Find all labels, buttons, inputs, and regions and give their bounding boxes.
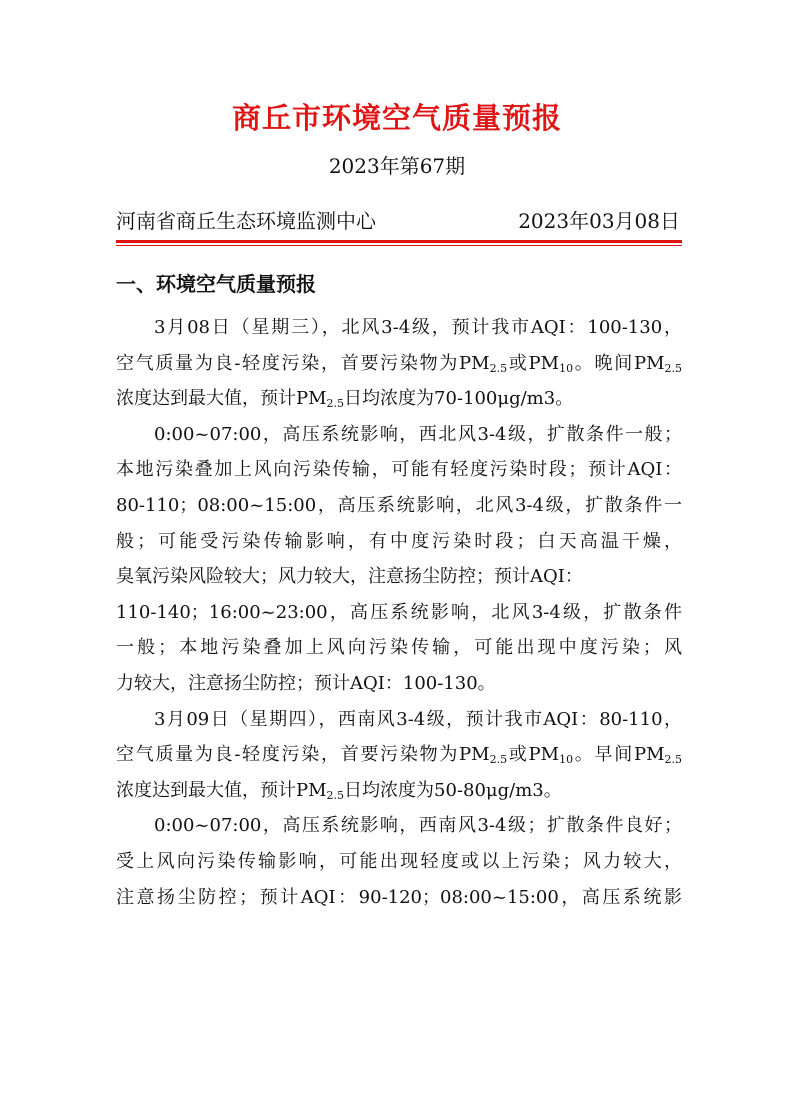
header-divider-thin [116, 245, 682, 246]
text-line: 注意扬尘防控；预计AQI：90-120；08:00~15:00，高压系统影 [116, 886, 682, 908]
publisher-row [116, 207, 682, 235]
publisher-org: 河南省商丘生态环境监测中心 [116, 209, 376, 233]
text-line: 受上风向污染传输影响，可能出现轻度或以上污染；风力较大， [116, 850, 682, 872]
forecast-body [116, 310, 682, 915]
text-line: 浓度达到最大值，预计$PM_{2.5}$日均浓度为50-80μg/m3。 [116, 779, 562, 802]
paragraph-march-08-hourly [116, 417, 682, 702]
text-line: 0:00~07:00，高压系统影响，西北风3-4级，扩散条件一般； [154, 423, 682, 445]
text-line: 空气质量为良-轻度污染，首要污染物为$PM_{2.5}$或$PM_{10}$。晚间$PM_{2.5}$ [116, 352, 683, 375]
header-divider-thick [116, 240, 682, 243]
text-line: 110-140；16:00~23:00，高压系统影响，北风3-4级，扩散条件 [116, 601, 682, 623]
text-line: 3月09日（星期四），西南风3-4级，预计我市AQI：80-110， [154, 708, 682, 730]
issue-number: 2023年第67期 [328, 154, 466, 178]
section-heading-forecast: 一、环境空气质量预报 [116, 272, 316, 296]
text-line: 3月08日（星期三），北风3-4级，预计我市AQI：100-130， [154, 317, 682, 338]
text-line: 般；可能受污染传输影响，有中度污染时段；白天高温干燥， [116, 530, 682, 552]
paragraph-march-09-hourly [116, 808, 682, 915]
text-line: 本地污染叠加上风向污染传输，可能有轻度污染时段；预计AQI： [116, 459, 682, 481]
text-line: 空气质量为良-轻度污染，首要污染物为$PM_{2.5}$或$PM_{10}$。早间$PM_{2.5}$ [116, 744, 683, 767]
paragraph-march-09-summary [116, 702, 682, 809]
publish-date: 2023年03月08日 [518, 209, 680, 233]
text-line: 臭氧污染风险较大；风力较大，注意扬尘防控；预计AQI： [116, 566, 583, 588]
text-line: 80-110；08:00~15:00，高压系统影响，北风3-4级，扩散条件一 [116, 494, 682, 516]
text-line: 浓度达到最大值，预计$PM_{2.5}$日均浓度为70-100μg/m3。 [116, 388, 574, 411]
paragraph-march-08-summary [116, 310, 682, 417]
document-title: 商丘市环境空气质量预报 [231, 101, 562, 135]
text-line: 0:00~07:00，高压系统影响，西南风3-4级；扩散条件良好； [154, 815, 682, 837]
text-line: 力较大，注意扬尘防控；预计AQI：100-130。 [116, 672, 496, 694]
text-line: 一般；本地污染叠加上风向污染传输，可能出现中度污染；风 [116, 637, 682, 659]
